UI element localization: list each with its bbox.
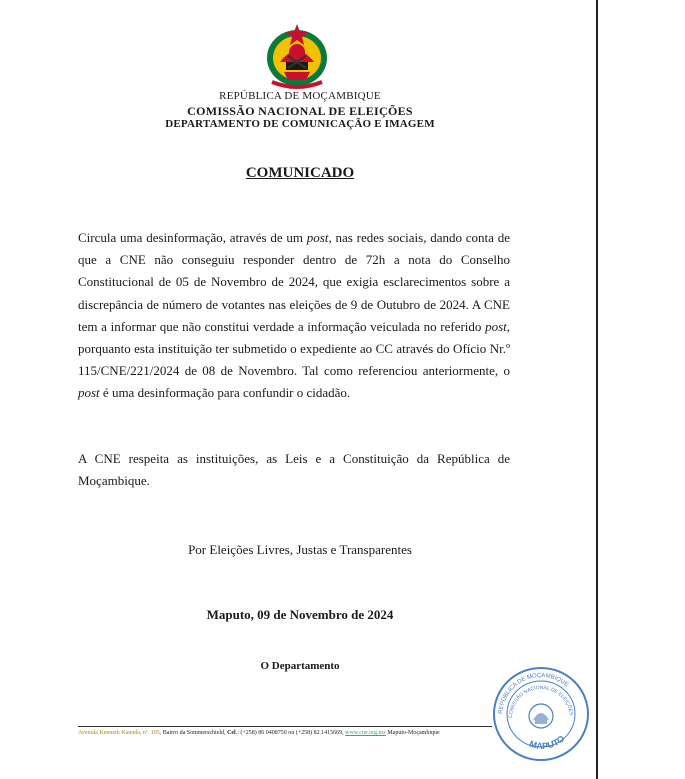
official-stamp-icon [488, 662, 594, 766]
header-department: DEPARTAMENTO DE COMUNICAÇÃO E IMAGEM [165, 118, 435, 130]
body-paragraph-1: Circula uma desinformação, através de um post, nas redes sociais, dando conta de que a CNE não conseguiu responder dentro de 72h a nota do Conselho Constitucional de 05 de Novembro de 2024, que exigia esclarecimentos sobre a discrepância de número de votantes nas eleições de 9 de Outubro de 2024. A CNE tem a informar que não constitui verdade a informação veiculada no referido post, porquanto esta instituição ter submetido o expediente ao CC através do Ofício Nr.º 115/CNE/221/2024 de 08 de Novembro. Tal como referenciou anteriormente, o post é uma desinformação para confundir o cidadão. [78, 230, 510, 401]
svg-text:MAPUTO [528, 733, 566, 751]
stamp-top-text: REPÚBLICA DE MOÇAMBIQUE [498, 672, 570, 715]
header-country: REPÚBLICA DE MOÇAMBIQUE [219, 90, 381, 102]
footer-divider [78, 726, 492, 727]
body-paragraph-2: A CNE respeita as instituições, as Leis e a Constituição da República de Moçambique. [78, 451, 510, 489]
issue-date: Maputo, 09 de Novembro de 2024 [206, 607, 394, 622]
header-commission: COMISSÃO NACIONAL DE ELEIÇÕES [187, 104, 413, 118]
stamp-bottom-text: MAPUTO [528, 733, 567, 752]
page-edge-divider [596, 0, 598, 779]
document-title: COMUNICADO [245, 165, 355, 181]
signature-department: O Departamento [260, 660, 340, 672]
stamp-ring-text: COMISSÃO NACIONAL DE ELEIÇÕES [507, 684, 574, 719]
footer-contact: Avenida Kenneth Kaunda, nº. 195, Bairro da Sommerschield, Cel.: (+258) 86 0408750 ou (+258) 82 1415669, www.cne.org.mz Maputo-Moçambique [78, 730, 440, 736]
website-link[interactable]: www.cne.org.mz [345, 730, 386, 736]
mozambique-emblem-icon [258, 22, 336, 92]
motto: Por Eleições Livres, Justas e Transparentes [188, 542, 412, 557]
